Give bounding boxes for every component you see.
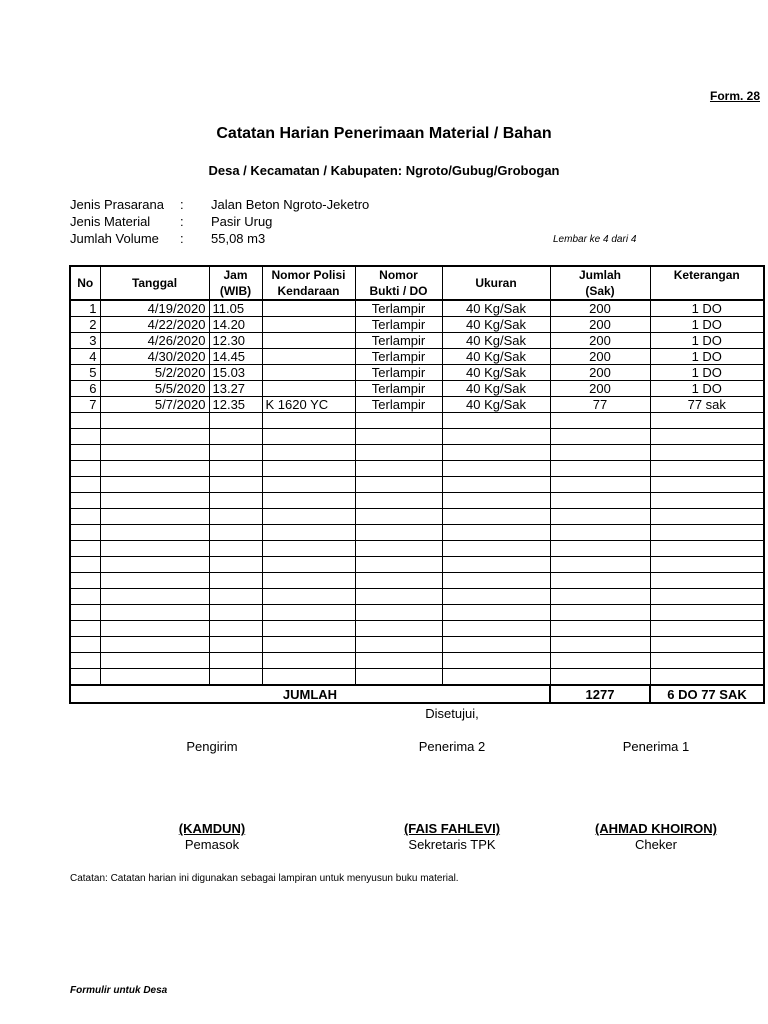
cell-jumlah: 200 — [550, 333, 650, 349]
empty-cell — [550, 669, 650, 686]
empty-cell — [209, 573, 262, 589]
empty-cell — [650, 589, 764, 605]
note: Catatan: Catatan harian ini digunakan sebagai lampiran untuk menyusun buku material. — [70, 873, 459, 884]
cell-jumlah: 200 — [550, 317, 650, 333]
empty-cell — [355, 637, 442, 653]
empty-row — [70, 573, 764, 589]
empty-cell — [100, 525, 209, 541]
penerima2-title: Sekretaris TPK — [408, 837, 496, 852]
cell-jam: 15.03 — [209, 365, 262, 381]
header-tanggal: Tanggal — [100, 266, 209, 300]
empty-cell — [355, 557, 442, 573]
cell-bukti: Terlampir — [355, 397, 442, 413]
cell-nopol — [262, 381, 355, 397]
empty-cell — [550, 413, 650, 429]
empty-row — [70, 445, 764, 461]
cell-bukti: Terlampir — [355, 300, 442, 317]
empty-cell — [650, 605, 764, 621]
document-title: Catatan Harian Penerimaan Material / Bahan — [216, 125, 552, 142]
empty-cell — [262, 573, 355, 589]
empty-cell — [355, 413, 442, 429]
cell-no: 4 — [70, 349, 100, 365]
empty-row — [70, 541, 764, 557]
header-nopol: Nomor Polisi — [262, 266, 355, 283]
empty-cell — [209, 669, 262, 686]
cell-jam: 13.27 — [209, 381, 262, 397]
cell-bukti: Terlampir — [355, 365, 442, 381]
empty-cell — [550, 461, 650, 477]
empty-cell — [262, 413, 355, 429]
header-jam-unit: (WIB) — [209, 283, 262, 300]
header-ukuran: Ukuran — [442, 266, 550, 300]
cell-bukti: Terlampir — [355, 317, 442, 333]
empty-cell — [100, 653, 209, 669]
pengirim-name: (KAMDUN) — [178, 821, 246, 836]
empty-cell — [70, 445, 100, 461]
empty-cell — [209, 493, 262, 509]
empty-cell — [262, 653, 355, 669]
empty-row — [70, 525, 764, 541]
empty-row — [70, 493, 764, 509]
empty-cell — [550, 605, 650, 621]
empty-cell — [70, 509, 100, 525]
empty-cell — [209, 589, 262, 605]
header-bukti-sub: Bukti / DO — [355, 283, 442, 300]
empty-cell — [100, 573, 209, 589]
cell-no: 7 — [70, 397, 100, 413]
sheet-number: Lembar ke 4 dari 4 — [553, 234, 637, 245]
empty-cell — [209, 525, 262, 541]
empty-cell — [355, 509, 442, 525]
empty-cell — [262, 429, 355, 445]
empty-cell — [70, 493, 100, 509]
empty-cell — [650, 669, 764, 686]
empty-cell — [100, 557, 209, 573]
cell-nopol: K 1620 YC — [262, 397, 355, 413]
header-no: No — [70, 266, 100, 300]
empty-cell — [100, 477, 209, 493]
total-row — [70, 685, 764, 703]
penerima1-role: Penerima 1 — [622, 739, 690, 754]
empty-cell — [442, 477, 550, 493]
cell-tanggal: 4/19/2020 — [100, 300, 209, 317]
total-keterangan: 6 DO 77 SAK — [650, 685, 764, 703]
empty-cell — [70, 653, 100, 669]
empty-row — [70, 413, 764, 429]
empty-row — [70, 605, 764, 621]
empty-cell — [262, 541, 355, 557]
cell-nopol — [262, 333, 355, 349]
cell-nopol — [262, 300, 355, 317]
empty-cell — [550, 477, 650, 493]
empty-cell — [355, 461, 442, 477]
empty-cell — [100, 429, 209, 445]
header-jam: Jam — [209, 266, 262, 283]
empty-cell — [442, 637, 550, 653]
empty-cell — [262, 477, 355, 493]
cell-no: 1 — [70, 300, 100, 317]
empty-cell — [70, 637, 100, 653]
empty-cell — [550, 653, 650, 669]
empty-row — [70, 637, 764, 653]
cell-tanggal: 5/7/2020 — [100, 397, 209, 413]
cell-bukti: Terlampir — [355, 381, 442, 397]
empty-cell — [262, 669, 355, 686]
empty-row — [70, 477, 764, 493]
cell-jam: 12.35 — [209, 397, 262, 413]
total-jumlah: 1277 — [550, 685, 650, 703]
cell-no: 2 — [70, 317, 100, 333]
empty-cell — [355, 445, 442, 461]
empty-cell — [442, 573, 550, 589]
cell-ket: 77 sak — [650, 397, 764, 413]
cell-jam: 14.45 — [209, 349, 262, 365]
cell-jumlah: 200 — [550, 381, 650, 397]
cell-nopol — [262, 349, 355, 365]
colon: : — [180, 197, 184, 212]
empty-cell — [209, 413, 262, 429]
cell-ukuran: 40 Kg/Sak — [442, 365, 550, 381]
empty-cell — [442, 525, 550, 541]
empty-cell — [550, 573, 650, 589]
empty-cell — [209, 621, 262, 637]
empty-cell — [209, 477, 262, 493]
empty-cell — [650, 429, 764, 445]
cell-ket: 1 DO — [650, 333, 764, 349]
cell-tanggal: 5/2/2020 — [100, 365, 209, 381]
empty-cell — [650, 573, 764, 589]
cell-ket: 1 DO — [650, 349, 764, 365]
empty-cell — [442, 589, 550, 605]
total-label: JUMLAH — [70, 685, 550, 703]
empty-cell — [70, 477, 100, 493]
empty-cell — [550, 509, 650, 525]
cell-jam: 12.30 — [209, 333, 262, 349]
empty-cell — [442, 493, 550, 509]
colon: : — [180, 231, 184, 246]
header-keterangan: Keterangan — [650, 266, 764, 300]
empty-cell — [650, 445, 764, 461]
form-number: Form. 28 — [709, 89, 760, 103]
empty-cell — [550, 445, 650, 461]
empty-cell — [650, 525, 764, 541]
cell-jumlah: 200 — [550, 300, 650, 317]
cell-jam: 11.05 — [209, 300, 262, 317]
empty-row — [70, 621, 764, 637]
cell-tanggal: 5/5/2020 — [100, 381, 209, 397]
jumlah-volume-value: 55,08 m3 — [211, 231, 266, 246]
empty-cell — [550, 429, 650, 445]
empty-cell — [355, 653, 442, 669]
table-row — [70, 349, 764, 365]
empty-cell — [70, 573, 100, 589]
table-row — [70, 317, 764, 333]
empty-cell — [100, 669, 209, 686]
empty-cell — [262, 605, 355, 621]
empty-cell — [355, 429, 442, 445]
pengirim-role: Pengirim — [186, 739, 238, 754]
cell-ukuran: 40 Kg/Sak — [442, 349, 550, 365]
empty-cell — [355, 621, 442, 637]
jenis-material-value: Pasir Urug — [211, 214, 273, 229]
cell-bukti: Terlampir — [355, 333, 442, 349]
empty-cell — [650, 541, 764, 557]
cell-jumlah: 77 — [550, 397, 650, 413]
empty-cell — [262, 525, 355, 541]
empty-row — [70, 653, 764, 669]
cell-ket: 1 DO — [650, 381, 764, 397]
cell-ket: 1 DO — [650, 317, 764, 333]
cell-nopol — [262, 317, 355, 333]
empty-cell — [442, 605, 550, 621]
empty-cell — [209, 605, 262, 621]
empty-cell — [262, 509, 355, 525]
empty-cell — [442, 445, 550, 461]
cell-ket: 1 DO — [650, 365, 764, 381]
table-row — [70, 300, 764, 317]
table-row — [70, 381, 764, 397]
empty-cell — [550, 621, 650, 637]
penerima1-title: Cheker — [635, 837, 677, 852]
empty-cell — [550, 541, 650, 557]
empty-row — [70, 429, 764, 445]
empty-cell — [442, 557, 550, 573]
empty-cell — [355, 573, 442, 589]
empty-cell — [650, 653, 764, 669]
empty-cell — [650, 557, 764, 573]
cell-nopol — [262, 365, 355, 381]
empty-cell — [550, 637, 650, 653]
empty-cell — [650, 461, 764, 477]
empty-cell — [650, 621, 764, 637]
empty-cell — [262, 493, 355, 509]
empty-cell — [209, 637, 262, 653]
empty-cell — [355, 477, 442, 493]
empty-cell — [650, 509, 764, 525]
empty-cell — [209, 509, 262, 525]
table-body — [70, 300, 764, 685]
material-table — [69, 265, 765, 704]
cell-jumlah: 200 — [550, 349, 650, 365]
empty-cell — [70, 413, 100, 429]
cell-tanggal: 4/26/2020 — [100, 333, 209, 349]
jumlah-volume-label: Jumlah Volume — [70, 231, 159, 246]
empty-cell — [209, 541, 262, 557]
empty-cell — [100, 621, 209, 637]
empty-cell — [100, 493, 209, 509]
empty-cell — [100, 509, 209, 525]
empty-cell — [442, 541, 550, 557]
empty-cell — [262, 589, 355, 605]
empty-cell — [70, 525, 100, 541]
empty-cell — [650, 637, 764, 653]
empty-cell — [550, 525, 650, 541]
approval-label: Disetujui, — [425, 706, 479, 721]
penerima2-role: Penerima 2 — [418, 739, 486, 754]
empty-cell — [355, 541, 442, 557]
colon: : — [180, 214, 184, 229]
cell-ukuran: 40 Kg/Sak — [442, 317, 550, 333]
empty-cell — [70, 461, 100, 477]
empty-cell — [100, 605, 209, 621]
empty-cell — [70, 429, 100, 445]
empty-cell — [209, 429, 262, 445]
penerima2-name: (FAIS FAHLEVI) — [403, 821, 501, 836]
empty-cell — [442, 509, 550, 525]
header-nopol-sub: Kendaraan — [262, 283, 355, 300]
empty-row — [70, 509, 764, 525]
cell-jam: 14.20 — [209, 317, 262, 333]
empty-cell — [70, 541, 100, 557]
empty-cell — [100, 461, 209, 477]
empty-cell — [550, 589, 650, 605]
empty-cell — [650, 413, 764, 429]
empty-cell — [550, 557, 650, 573]
empty-cell — [262, 445, 355, 461]
empty-cell — [442, 413, 550, 429]
empty-cell — [442, 461, 550, 477]
empty-cell — [355, 589, 442, 605]
document-subtitle: Desa / Kecamatan / Kabupaten: Ngroto/Gubug/Grobogan — [208, 163, 560, 178]
cell-tanggal: 4/30/2020 — [100, 349, 209, 365]
empty-cell — [100, 589, 209, 605]
header-bukti: Nomor — [355, 266, 442, 283]
empty-cell — [209, 557, 262, 573]
empty-cell — [650, 477, 764, 493]
empty-cell — [209, 445, 262, 461]
empty-row — [70, 589, 764, 605]
cell-no: 6 — [70, 381, 100, 397]
empty-cell — [70, 669, 100, 686]
cell-no: 3 — [70, 333, 100, 349]
empty-cell — [100, 413, 209, 429]
pengirim-title: Pemasok — [184, 837, 240, 852]
cell-ukuran: 40 Kg/Sak — [442, 300, 550, 317]
empty-cell — [442, 429, 550, 445]
empty-cell — [100, 541, 209, 557]
empty-cell — [70, 589, 100, 605]
table-row — [70, 397, 764, 413]
cell-ukuran: 40 Kg/Sak — [442, 397, 550, 413]
empty-cell — [262, 637, 355, 653]
jenis-prasarana-label: Jenis Prasarana — [70, 197, 164, 212]
footer-text: Formulir untuk Desa — [70, 985, 168, 995]
empty-cell — [355, 605, 442, 621]
empty-cell — [70, 557, 100, 573]
empty-cell — [650, 493, 764, 509]
empty-row — [70, 557, 764, 573]
empty-cell — [355, 525, 442, 541]
empty-cell — [262, 557, 355, 573]
empty-row — [70, 669, 764, 686]
empty-cell — [262, 461, 355, 477]
empty-cell — [442, 653, 550, 669]
empty-cell — [550, 493, 650, 509]
table-row — [70, 365, 764, 381]
jenis-prasarana-value: Jalan Beton Ngroto-Jeketro — [211, 197, 370, 212]
empty-cell — [262, 621, 355, 637]
empty-cell — [209, 653, 262, 669]
empty-cell — [442, 621, 550, 637]
empty-cell — [100, 637, 209, 653]
empty-cell — [355, 669, 442, 686]
header-jumlah: Jumlah — [550, 266, 650, 283]
cell-jumlah: 200 — [550, 365, 650, 381]
empty-row — [70, 461, 764, 477]
empty-cell — [209, 461, 262, 477]
empty-cell — [70, 621, 100, 637]
cell-no: 5 — [70, 365, 100, 381]
cell-ket: 1 DO — [650, 300, 764, 317]
empty-cell — [355, 493, 442, 509]
empty-cell — [70, 605, 100, 621]
empty-cell — [442, 669, 550, 686]
empty-cell — [100, 445, 209, 461]
cell-tanggal: 4/22/2020 — [100, 317, 209, 333]
table-row — [70, 333, 764, 349]
penerima1-name: (AHMAD KHOIRON) — [594, 821, 718, 836]
cell-ukuran: 40 Kg/Sak — [442, 333, 550, 349]
jenis-material-label: Jenis Material — [70, 214, 151, 229]
cell-bukti: Terlampir — [355, 349, 442, 365]
cell-ukuran: 40 Kg/Sak — [442, 381, 550, 397]
header-jumlah-unit: (Sak) — [550, 283, 650, 300]
